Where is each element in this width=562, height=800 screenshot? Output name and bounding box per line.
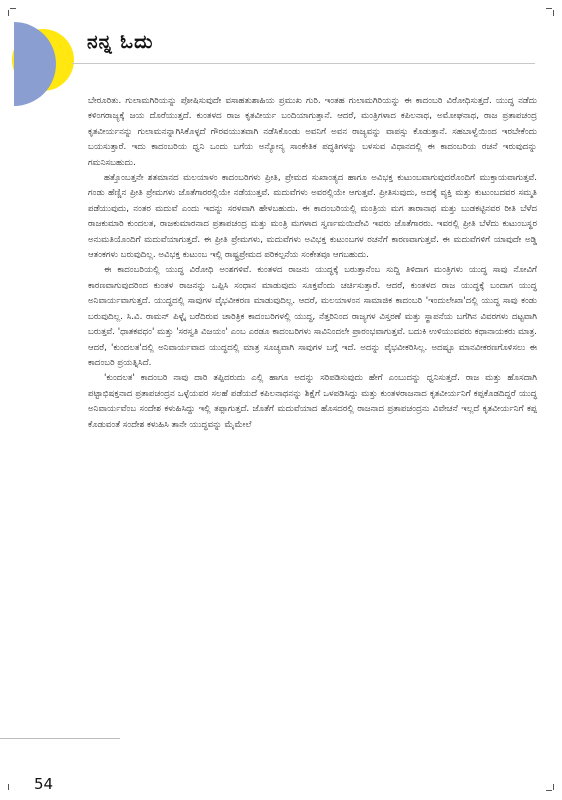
paragraph: ಈ ಕಾದಂಬರಿಯಲ್ಲಿ ಯುದ್ಧ ವಿರೋಧಿ ಅಂಶಗಳಿವೆ. ಕುಂತಳದ ರಾಜನು ಯುದ್ಧಕ್ಕೆ ಬರುತ್ತಾನೆಂಬ ಸುದ್ದಿ ತಿಳಿದಾಗ ಮಂತ್ರಿಗಳು ಯುದ್ಧ ಸಾವು ನೋವಿಗೆ ಕಾರಣವಾಗುವುದರಿಂದ ಕುಂತಳ ರಾಜನನ್ನು ಒಪ್ಪಿಸಿ ಸಂಧಾನ ಮಾಡುವುದು ಸೂಕ್ತವೆಂದು ಚರ್ಚಿಸುತ್ತಾರೆ. ಆದರೆ, ಕುಂತಳದ ರಾಜ ಯುದ್ಧಕ್ಕೆ ಬಂದಾಗ ಯುದ್ಧ ಅನಿವಾರ್ಯವಾಗುತ್ತದೆ. ಯುದ್ಧದಲ್ಲಿ ಸಾವುಗಳ ವೈಭವೀಕರಣ ಮಾಡುವುದಿಲ್ಲ. ಆದರೆ, ಮಲಯಾಳಂನ ಸಾಮಾಜಿಕ ಕಾದಂಬರಿ 'ಇಂದುಲೇಖಾ'ದಲ್ಲಿ ಯುದ್ಧ ಸಾವು ಕಂಡು ಬರುವುದಿಲ್ಲ. ಸಿ.ವಿ. ರಾಮನ್ ಪಿಳ್ಳೈ ಬರೆದಿರುವ ಚಾರಿತ್ರಿಕ ಕಾದಂಬರಿಗಳಲ್ಲಿ ಯುದ್ಧ, ನೆತ್ತರಿನಿಂದ ರಾಜ್ಯಗಳ ವಿಸ್ತರಣೆ ಮತ್ತು ಸ್ಥಾಪನೆಯ ಬಗೆಗಿನ ವಿವರಗಳು ದಟ್ಟವಾಗಿ ಬರುತ್ತವೆ. 'ಧಾತಕವಧಂ' ಮತ್ತು 'ಸರಸ್ವತಿ ವಿಜಯಂ' ಎಂಬ ಎರಡೂ ಕಾದಂಬರಿಗಳು ಸಾವಿನಿಂದಲೇ ಪ್ರಾರಂಭವಾಗುತ್ತವೆ. ಬದುಕಿ ಉಳಿಯುವವರು ಕಥಾನಾಯಕರು ಮಾತ್ರ. ಆದರೆ, 'ಕುಂದಲತ'ದಲ್ಲಿ ಅನಿವಾರ್ಯವಾದ ಯುದ್ಧದಲ್ಲಿ ಮಾತ್ರ ಸೂಚ್ಯವಾಗಿ ಸಾವುಗಳ ಬಗ್ಗೆ ಇದೆ. ಅದನ್ನು ವೈಭವೀಕರಿಸಿಲ್ಲ. ಅದಷ್ಟೂ ಮಾನವೀಕರಣಗೊಳಿಸಲು ಈ ಕಾದಂಬರಿ ಪ್ರಯತ್ನಿಸಿದೆ.: [88, 265, 537, 368]
paragraph: 'ಕುಂದಲತ' ಕಾದಂಬರಿ ನಾವು ದಾರಿ ತಪ್ಪಿದರುದು ಎಲ್ಲಿ ಹಾಗೂ ಅದನ್ನು ಸರಿಪಡಿಸುವುದು ಹೇಗೆ ಎಂಬುದನ್ನು ಧ್ವನಿಸುತ್ತದೆ. ರಾಜ ಮತ್ತು ಹೊಸದಾಗಿ ಪಟ್ಟಾಭಿಷಕ್ತನಾದ ಪ್ರತಾಪಚಂದ್ರನ ಒಳ್ಳೆಯವರ ಸಲಹೆ ಪಡೆಯದೆ ಕಪಿಲನಾಥನನ್ನು ಶಿಕ್ಷೆಗೆ ಒಳಪಡಿಸಿದ್ದು ಮತ್ತು ಕುಂತಳರಾಜನಾದ ಕೃತವೀರ್ಯನಿಗೆ ಕಪ್ಪಕೊಡದಿದ್ದರೆ ಯುದ್ಧ ಅನಿವಾರ್ಯವೆಂಬ ಸಂದೇಶ ಕಳುಹಿಸಿದ್ದು ಇಲ್ಲಿ ತಪ್ಪಾಗುತ್ತದೆ. ಜೊತೆಗೆ ಮದುವೆಯಾದ ಹೊಸದರಲ್ಲಿ ರಾಜನಾದ ಪ್ರತಾಪಚಂದ್ರನು ವಿವೇಚನೆ ಇಲ್ಲದೆ ಕೃತವೀರ್ಯನಿಗೆ ಕಪ್ಪ ಕೊಡುವಂತೆ ಸಂದೇಶ ಕಳುಹಿಸಿ ತಾನೇ ಯುದ್ಧವನ್ನು ಮೈಮೇಲೆ: [88, 373, 537, 430]
section-title: ನನ್ನ ಓದು: [87, 31, 154, 53]
crop-mark-bottom-left-v: [8, 784, 9, 790]
crop-mark-top-right-h: [546, 8, 552, 9]
page-number: 54: [34, 775, 54, 793]
crop-mark-top-right-v: [553, 10, 554, 16]
paragraph: ಬೇರೂರಿತು. ಗುಲಾಮಗಿರಿಯನ್ನು ಪೋಷಿಸುವುದೇ ವಸಾಹತುಶಾಹಿಯ ಪ್ರಮುಖ ಗುರಿ. ಇಂತಹ ಗುಲಾಮಗಿರಿಯನ್ನು ಈ ಕಾದಂಬರಿ ವಿರೋಧಿಸುತ್ತದೆ. ಯುದ್ಧ ನಡೆದು ಕಳಿಂಗರಾಜ್ಯಕ್ಕೆ ಜಯ ದೊರೆಯುತ್ತದೆ. ಕುಂತಳದ ರಾಜ ಕೃತವೀರ್ಯ ಬಂದಿಯಾಗುತ್ತಾನೆ. ಆದರೆ, ಮಂತ್ರಿಗಳಾದ ಕಪಿಲನಾಥ, ಅಮೋಘನಾಥ, ರಾಜ ಪ್ರತಾಪಚಂದ್ರ ಕೃತವೀರ್ಯನನ್ನು ಗುಲಾಮನನ್ನಾಗಿಸಿಕೊಳ್ಳದೆ ಗೌರವಯುತವಾಗಿ ನಡೆಸಿಕೊಂಡು ಅವನಿಗೆ ಅವನ ರಾಜ್ಯವನ್ನು ವಾಪಸ್ಸು ಕೊಡುತ್ತಾನೆ. ಸಹಬಾಳ್ವೆಯಿಂದ ಇರಬೇಕೆಂದು ಬಯಸುತ್ತಾರೆ. ಇದು ಕಾದಂಬರಿಯ ಧ್ವನಿ ಒಂದು ಬಗೆಯ ಅನ್ಯೋನ್ಯ ಸಾಂಕೇತಿಕ ಪದ್ಧತಿಗಳನ್ನು ಬಳಸುವ ವಿಧಾನದಲ್ಲಿ ಈ ಕಾದಂಬರಿಯ ರಚನೆ ಇರುವುದನ್ನು ಗಮನಿಸಬಹುದು.: [88, 96, 537, 168]
crop-mark-bottom-right-h: [546, 790, 552, 791]
footer-divider: [0, 738, 120, 739]
header-divider: [72, 63, 535, 64]
article-body: [88, 94, 537, 433]
crop-mark-bottom-right-v: [553, 784, 554, 790]
paragraph: ಹತ್ತೊಂಬತ್ತನೇ ಶತಮಾನದ ಮಲಯಾಳಂ ಕಾದಂಬರಿಗಳು ಪ್ರೀತಿ, ಪ್ರೇಮದ ಸುಖಾಂತ್ಯದ ಹಾಗೂ ಅವಿಭಕ್ತ ಕುಟುಂಬವಾಗುವುದರೊಂದಿಗೆ ಮುಕ್ತಾಯವಾಗುತ್ತವೆ. ಗಂಡು ಹೆಣ್ಣಿನ ಪ್ರೀತಿ ಪ್ರೇಮಗಳು ಜೊತೆಗಾರರಲ್ಲಿಯೇ ನಡೆಯುತ್ತವೆ. ಮದುವೆಗಳು ಅವರಲ್ಲಿಯೇ ಆಗುತ್ತವೆ. ಪ್ರೀತಿಸುವುದು, ಅದಕ್ಕೆ ವ್ಯಕ್ತಿ ಮತ್ತು ಕುಟುಂಬದವರ ಸಮ್ಮತಿ ಪಡೆಯುವುದು, ನಂತರ ಮದುವೆ ಎಂದು ಇದನ್ನು ಸರಳವಾಗಿ ಹೇಳಬಹುದು. ಈ ಕಾದಂಬರಿಯಲ್ಲಿ ಮಂತ್ರಿಯ ಮಗ ತಾರಾನಾಥ ಮತ್ತು ಬುಡಕಟ್ಟಿನವರ ರೀತಿ ಬೆಳೆದ ರಾಜಕುಮಾರಿ ಕುಂದಲತ, ರಾಜಕುಮಾರನಾದ ಪ್ರತಾಪಚಂದ್ರ ಮತ್ತು ಮಂತ್ರಿ ಮಗಳಾದ ಸ್ವರ್ಣಮಯಿದೇವಿ ಇವರು ಜೊತೆಗಾರರು. ಇವರಲ್ಲಿ ಪ್ರೀತಿ ಬೆಳೆದು ಕುಟುಂಬಸ್ಥರ ಅನುಮತಿಯೊಂದಿಗೆ ಮದುವೆಯಾಗುತ್ತದೆ. ಈ ಪ್ರೀತಿ ಪ್ರೇಮಗಳು, ಮದುವೆಗಳು ಅವಿಭಕ್ತ ಕುಟುಂಬಗಳ ರಚನೆಗೆ ಕಾರಣವಾಗುತ್ತವೆ. ಈ ಮದುವೆಗಳಿಗೆ ಯಾವುದೇ ಅಡ್ಡಿ ಆತಂಕಗಳು ಬರುವುದಿಲ್ಲ. ಅವಿಭಕ್ತ ಕುಟುಂಬ ಇಲ್ಲಿ ರಾಷ್ಟ್ರಪ್ರೇಮದ ಪರಿಕಲ್ಪನೆಯ ಸಂಕೇತವೂ ಆಗಬಹುದು.: [88, 173, 537, 261]
